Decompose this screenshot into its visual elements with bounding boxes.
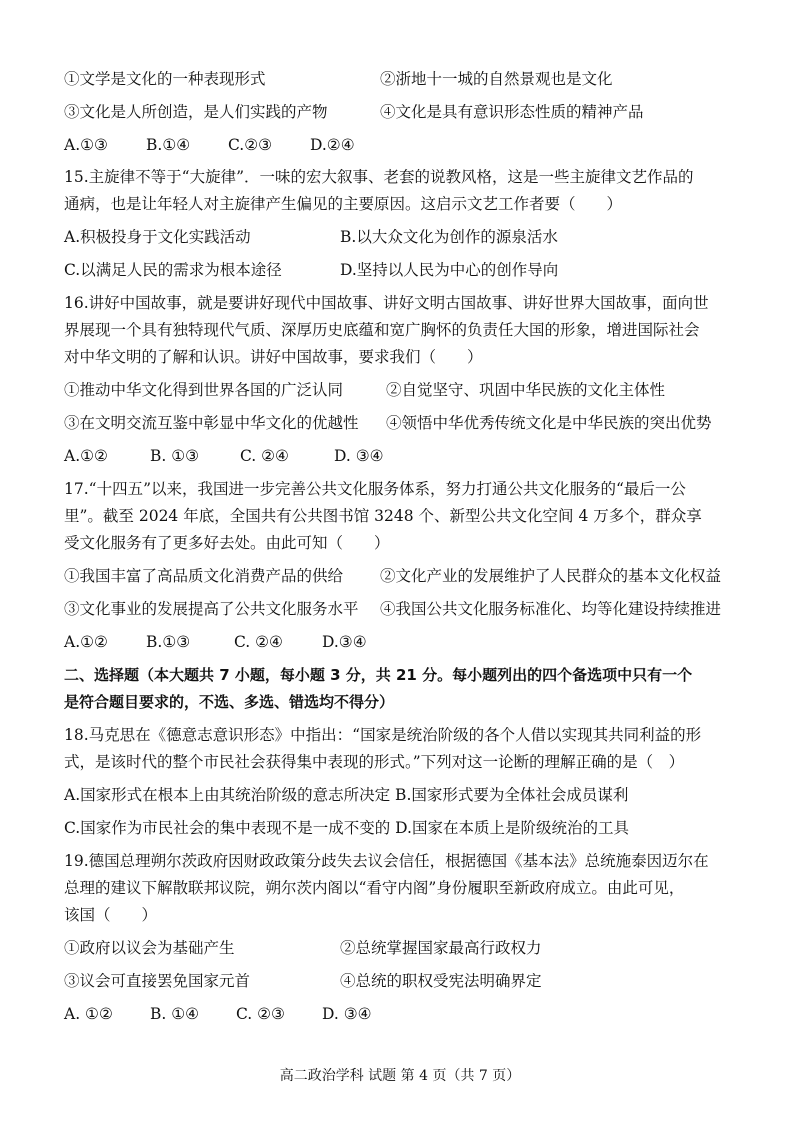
q19-statement-2: ②总统掌握国家最高行政权力 (340, 939, 542, 957)
q19-stem-line-2: 总理的建议下解散联邦议院，朔尔茨内阁以“看守内阁”身份履职至新政府成立。由此可见， (64, 879, 685, 897)
q16-stem-line-2: 界展现一个具有独特现代气质、深厚历史底蕴和宽广胸怀的负责任大国的形象，增进国际社会 (64, 321, 700, 339)
q16-statement-1: ①推动中华文化得到世界各国的广泛认同 (64, 381, 344, 399)
q16-stem-line-3: 对中华文明的了解和认识。讲好中国故事，要求我们（ ） (64, 348, 483, 366)
q19-statement-4: ④总统的职权受宪法明确界定 (340, 972, 542, 990)
section-2-heading-line-1: 二、选择题（本大题共 7 小题，每小题 3 分，共 21 分。每小题列出的四个备选项中只有一个 (64, 666, 693, 684)
q15-stem-line-2: 通病，也是让年轻人对主旋律产生偏见的主要原因。这启示文艺工作者要（ ） (64, 195, 623, 213)
q18-stem-line-1: 18.马克思在《德意志意识形态》中指出：“国家是统治阶级的各个人借以实现其共同利益的形 (64, 726, 702, 744)
q16-stem-line-1: 16.讲好中国故事，就是要讲好现代中国故事、讲好文明古国故事、讲好世界大国故事，面向世 (64, 294, 709, 312)
q19-stem-line-3: 该国（ ） (64, 906, 158, 924)
q15-choice-b: B.以大众文化为创作的源泉活水 (340, 228, 558, 246)
q16-choice-a: A.①② (64, 447, 108, 465)
q15-stem-line-1: 15.主旋律不等于“大旋律”．一味的宏大叙事、老套的说教风格，这是一些主旋律文艺作品的 (64, 168, 694, 186)
q17-choice-b: B.①③ (146, 633, 191, 651)
q19-choice-c: C. ②③ (236, 1005, 285, 1023)
q18-stem-line-2: 式，是该时代的整个市民社会获得集中表现的形式。”下列对这一论断的理解正确的是（ ） (64, 753, 685, 771)
q16-statement-3: ③在文明交流互鉴中彰显中华文化的优越性 (64, 414, 359, 432)
q14-statement-3: ③文化是人所创造，是人们实践的产物 (64, 103, 328, 121)
q18-choices-ab: A.国家形式在根本上由其统治阶级的意志所决定 B.国家形式要为全体社会成员谋利 (64, 786, 629, 804)
q17-statement-2: ②文化产业的发展维护了人民群众的基本文化权益 (380, 567, 722, 585)
q14-choice-b: B.①④ (146, 136, 191, 154)
q15-choice-a: A.积极投身于文化实践活动 (64, 228, 251, 246)
q19-stem-line-1: 19.德国总理朔尔茨政府因财政政策分歧失去议会信任，根据德国《基本法》总统施泰因迈尔在 (64, 852, 709, 870)
q17-stem-line-1: 17.“十四五”以来，我国进一步完善公共文化服务体系，努力打通公共文化服务的“最后一公 (64, 480, 686, 498)
q17-choice-d: D.③④ (322, 633, 367, 651)
q17-statement-3: ③文化事业的发展提高了公共文化服务水平 (64, 600, 359, 618)
q17-stem-line-2: 里”。截至 2024 年底，全国共有公共图书馆 3248 个、新型公共文化空间 4 万多个，群众享 (64, 507, 702, 525)
q14-choice-c: C.②③ (228, 136, 273, 154)
q15-choice-c: C.以满足人民的需求为根本途径 (64, 261, 282, 279)
q16-statement-2: ②自觉坚守、巩固中华民族的文化主体性 (386, 381, 666, 399)
q19-statement-3: ③议会可直接罢免国家元首 (64, 972, 251, 990)
q14-choice-d: D.②④ (310, 136, 355, 154)
q14-statement-4: ④文化是具有意识形态性质的精神产品 (380, 103, 644, 121)
q19-choice-d: D. ③④ (322, 1005, 372, 1023)
q14-statement-1: ①文学是文化的一种表现形式 (64, 70, 266, 88)
q17-statement-1: ①我国丰富了高品质文化消费产品的供给 (64, 567, 344, 585)
q16-choice-d: D. ③④ (334, 447, 384, 465)
q19-statement-1: ①政府以议会为基础产生 (64, 939, 235, 957)
q17-choice-c: C. ②④ (234, 633, 283, 651)
q16-choice-b: B. ①③ (150, 447, 200, 465)
section-2-heading-line-2: 是符合题目要求的，不选、多选、错选均不得分） (64, 693, 395, 711)
q16-choice-c: C. ②④ (240, 447, 289, 465)
q18-choices-cd: C.国家作为市民社会的集中表现不是一成不变的 D.国家在本质上是阶级统治的工具 (64, 819, 629, 837)
q19-choice-b: B. ①④ (150, 1005, 200, 1023)
q14-choice-a: A.①③ (64, 136, 108, 154)
q17-statement-4: ④我国公共文化服务标准化、均等化建设持续推进 (380, 600, 722, 618)
q17-stem-line-3: 受文化服务有了更多好去处。由此可知（ ） (64, 534, 390, 552)
q17-choice-a: A.①② (64, 633, 108, 651)
q16-statement-4: ④领悟中华优秀传统文化是中华民族的突出优势 (386, 414, 712, 432)
page-footer: 高二政治学科 试题 第 4 页（共 7 页） (279, 1068, 521, 1084)
q14-statement-2: ②浙地十一城的自然景观也是文化 (380, 70, 613, 88)
q19-choice-a: A. ①② (64, 1005, 113, 1023)
q15-choice-d: D.坚持以人民为中心的创作导向 (340, 261, 559, 279)
